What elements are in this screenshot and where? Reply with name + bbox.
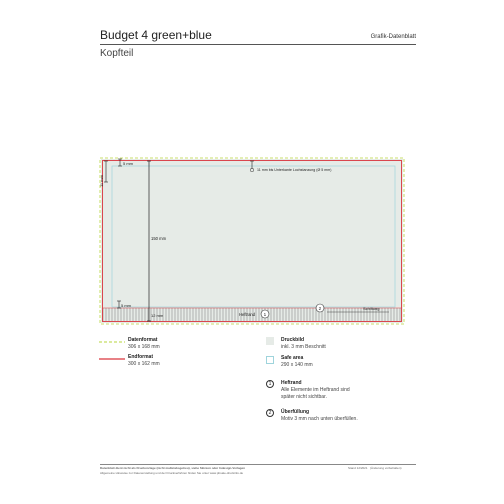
dim-bottom-5mm-label: 5 mm <box>121 303 131 308</box>
dim-150mm-label: 150 mm <box>151 236 167 241</box>
footer-stand: Stand 12/2021 <box>348 466 368 470</box>
header-divider <box>100 44 416 45</box>
dim-top-11mm-label: 11 mm <box>99 175 104 187</box>
legend-heftrand <box>281 380 350 401</box>
legend-druckbild-value: inkl. 3 mm Beschnitt <box>281 344 326 350</box>
page-subtitle: Kopfteil <box>100 48 134 59</box>
legend-heftrand-line2: später nicht sichtbar. <box>281 394 327 400</box>
legend-safe-area-label: Safe area <box>281 355 304 361</box>
legend-heftrand-label: Heftrand <box>281 380 302 386</box>
heftrand-label: Heftrand <box>239 312 256 317</box>
document-type: Grafik-Datenblatt <box>370 34 416 40</box>
legend-endformat-label: Endformat <box>128 354 153 360</box>
marker-2-number: 2 <box>318 306 322 311</box>
legend-endformat-value: 300 x 162 mm <box>128 361 160 367</box>
print-template-diagram <box>99 157 405 325</box>
footer-info: Allgemeine Hinweise zur Datenerstellung und der Druckverfahren finden Sie unter www.pbsale-druckinfo.de <box>100 471 244 475</box>
dim-bottom-12mm-label: 12 mm <box>151 313 164 318</box>
footer-change-note: (Änderung vorbehalten) <box>370 466 402 470</box>
footer-divider <box>100 464 416 465</box>
footer-disclaimer: Datenblatt dient nicht als Druckvorlage (nicht maßstabsgetreu), siehe Skizzen oder Indesign-Vorlagen <box>100 466 245 470</box>
safe-area-swatch <box>266 356 274 364</box>
legend-safe-area-value: 290 x 140 mm <box>281 362 313 368</box>
legend-marker-2-icon: 2 <box>266 409 274 417</box>
legend-datenformat-value: 306 x 168 mm <box>128 344 160 350</box>
legend-datenformat <box>128 337 160 351</box>
legend-heftrand-line1: Alle Elemente im Heftrand sind <box>281 387 350 393</box>
legend-datenformat-label: Datenformat <box>128 337 158 343</box>
dim-top-5mm-label: 5 mm <box>123 161 133 166</box>
legend-safe-area <box>281 355 313 369</box>
legend-druckbild <box>281 337 326 351</box>
marker-1-number: 1 <box>263 312 267 317</box>
legend-ueberfuellung-line1: Motiv 3 mm nach unten überfüllen. <box>281 416 358 422</box>
legend-endformat <box>128 354 160 368</box>
legend-ueberfuellung-label: Überfüllung <box>281 409 310 415</box>
page-title: Budget 4 green+blue <box>100 28 212 42</box>
datenformat-swatch <box>99 340 125 344</box>
schiltung-label: Schiltung <box>363 306 380 311</box>
legend-ueberfuellung <box>281 409 358 423</box>
endformat-swatch <box>99 357 125 361</box>
hole-note-label: 11 mm bis Unterkante Lochstanzung (Ø 5 mm) <box>257 168 332 172</box>
druckbild-swatch <box>266 337 274 345</box>
legend-druckbild-label: Druckbild <box>281 337 305 343</box>
druckbild-area <box>101 159 403 323</box>
legend-marker-1-icon: 1 <box>266 380 274 388</box>
